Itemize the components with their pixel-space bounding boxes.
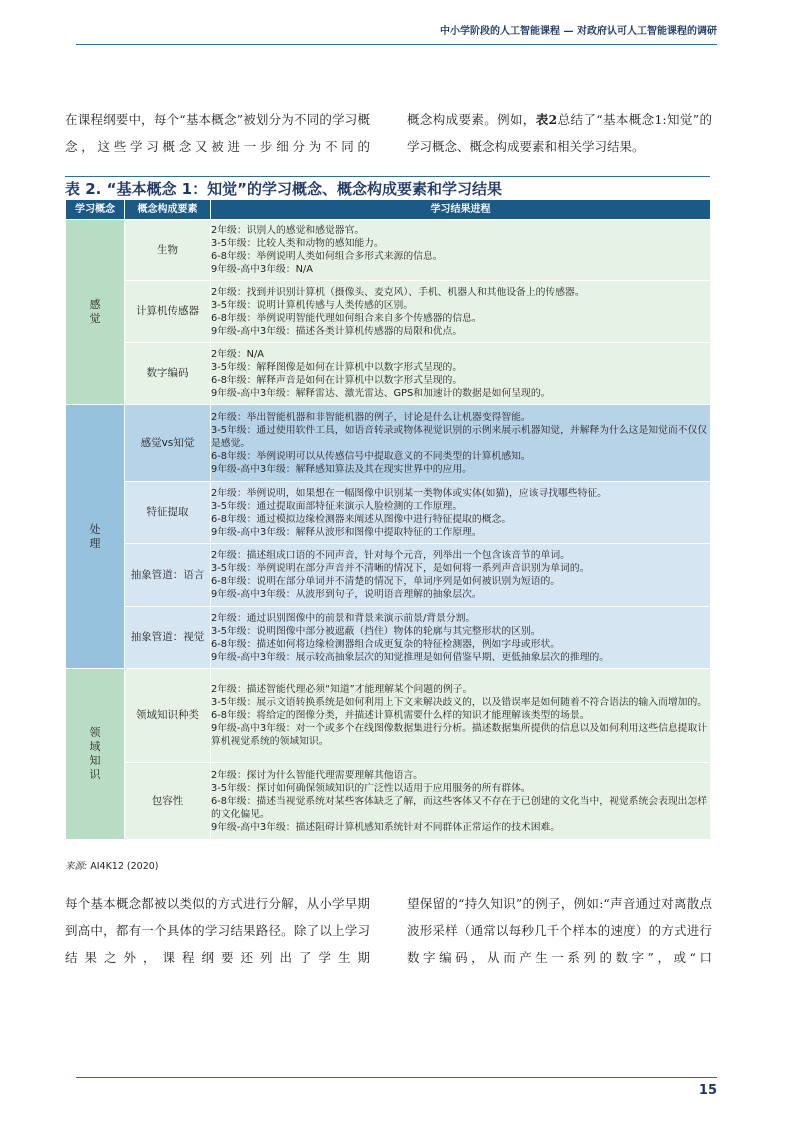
outcome-line: 2年级：N/A bbox=[211, 348, 264, 360]
outcome-line: 2年级：描述组成口语的不同声音，针对每个元音，列举出一个包含该音节的单词。 bbox=[211, 550, 570, 561]
outcome-line: 2年级：举例说明，如果想在一幅图像中识别某一类物体或实体(如猫)，应该寻找哪些特征。 bbox=[211, 487, 607, 499]
concept-label: 领域知识 bbox=[89, 726, 101, 781]
outcomes-cell bbox=[211, 405, 711, 482]
table-top-rule bbox=[65, 176, 710, 177]
outcomes-cell bbox=[211, 220, 711, 281]
concept-cell-processing bbox=[66, 405, 125, 669]
outro-right-paragraph: 望保留的“持久知识”的例子，例如:“声音通过对离散点波形采样（通常以每秒几千个样本的速度）的方式进行数字编码，从而产生一系列的数字”，或“口 bbox=[407, 896, 712, 965]
outcome-line: 2年级：找到并识别计算机（摄像头、麦克风）、手机、机器人和其他设备上的传感器。 bbox=[211, 286, 585, 298]
outcome-line: 3-5年级：展示文语转换系统是如何利用上下文来解决歧义的，以及错误率是如何随着不符合语法的输入而增加的。 bbox=[211, 697, 708, 708]
outcome-line: 9年级-高中3年级：描述阻碍计算机感知系统针对不同群体正常运作的技术困难。 bbox=[211, 821, 561, 833]
intro-right-paragraph bbox=[407, 106, 712, 160]
outcome-line: 6-8年级：举例说明智能代理如何组合来自多个传感器的信息。 bbox=[211, 312, 482, 324]
outcomes-cell bbox=[211, 763, 711, 840]
outcomes-cell bbox=[211, 669, 711, 763]
outcome-line: 9年级-高中3年级：N/A bbox=[211, 264, 313, 275]
table-source bbox=[65, 858, 159, 872]
source-value: AI4K12 (2020) bbox=[87, 861, 159, 872]
header-concept: 学习概念 bbox=[66, 200, 125, 220]
outcome-line: 6-8年级：将给定的图像分类，并描述计算机需要什么样的知识才能理解该类型的场景。 bbox=[211, 710, 590, 721]
outcome-line: 3-5年级：说明计算机传感与人类传感的区别。 bbox=[211, 299, 414, 311]
outcome-line: 9年级-高中3年级：对一个或多个在线图像数据集进行分析。描述数据集所提供的信息以及如何利用这些信息提取计算机视觉系统的领域知识。 bbox=[211, 723, 708, 747]
concept-cell-domain-knowledge bbox=[66, 669, 125, 840]
element-cell: 抽象管道：语言 bbox=[125, 544, 211, 607]
table-reference: 表2 bbox=[535, 112, 558, 127]
outcomes-cell bbox=[211, 343, 711, 405]
outcome-line: 9年级-高中3年级：解释雷达、激光雷达、GPS和加速计的数据是如何呈现的。 bbox=[211, 387, 551, 399]
table-header-row bbox=[66, 200, 711, 220]
element-cell: 计算机传感器 bbox=[125, 281, 211, 343]
outcome-line: 9年级-高中3年级：解释从波形和图像中提取特征的工作原理。 bbox=[211, 526, 482, 538]
table-row bbox=[66, 343, 711, 405]
element-cell: 感觉vs知觉 bbox=[125, 405, 211, 482]
outcome-line: 3-5年级：解释图像是如何在计算机中以数字形式呈现的。 bbox=[211, 361, 463, 373]
table-row bbox=[66, 281, 711, 343]
table-row bbox=[66, 482, 711, 544]
outcome-line: 6-8年级：说明在部分单词并不清楚的情况下，单词序列是如何被识别为短语的。 bbox=[211, 576, 561, 587]
outcome-line: 3-5年级：通过使用软件工具，如语音转录或物体视觉识别的示例来展示机器知觉，并解释为什么这是知觉而不仅仅是感觉。 bbox=[211, 424, 708, 449]
outcome-line: 3-5年级：通过提取面部特征来演示人脸检测的工作原理。 bbox=[211, 500, 463, 512]
element-cell: 生物 bbox=[125, 220, 211, 281]
outcome-line: 9年级-高中3年级：从波形到句子，说明语音理解的抽象层次。 bbox=[211, 589, 482, 600]
outro-left-paragraph: 每个基本概念都被以类似的方式进行分解，从小学早期到高中，都有一个具体的学习结果路径。除了以上学习结果之外，课程纲要还列出了学生期 bbox=[65, 896, 370, 965]
intro-left-paragraph: 在课程纲要中，每个“基本概念”被划分为不同的学习概念，这些学习概念又被进一步细分为不同的 bbox=[65, 112, 370, 154]
header-outcomes: 学习结果进程 bbox=[211, 200, 711, 220]
outcome-line: 9年级-高中3年级：解释感知算法及其在现实世界中的应用。 bbox=[211, 463, 472, 475]
table-row bbox=[66, 544, 711, 607]
table-row bbox=[66, 669, 711, 763]
outcome-line: 3-5年级：比较人类和动物的感知能力。 bbox=[211, 238, 384, 249]
outcome-line: 9年级-高中3年级：展示较高抽象层次的知觉推理是如何借鉴早期、更低抽象层次的推理的。 bbox=[211, 651, 610, 663]
header-element: 概念构成要素 bbox=[125, 200, 211, 220]
table-row bbox=[66, 607, 711, 669]
outcome-line: 9年级-高中3年级：描述各类计算机传感器的局限和优点。 bbox=[211, 325, 463, 337]
outcomes-cell bbox=[211, 281, 711, 343]
table-row bbox=[66, 763, 711, 840]
outcome-line: 2年级：探讨为什么智能代理需要理解其他语言。 bbox=[211, 769, 423, 781]
outcome-line: 6-8年级：举例说明可以从传感信号中提取意义的不同类型的计算机感知。 bbox=[211, 450, 531, 462]
outcome-line: 3-5年级：探讨如何确保领域知识的广泛性以适用于应用服务的所有群体。 bbox=[211, 782, 531, 794]
concept-label: 感觉 bbox=[89, 298, 101, 325]
outcome-line: 2年级：通过识别图像中的前景和背景来演示前景/背景分割。 bbox=[211, 612, 476, 624]
table-title: 表 2. “基本概念 1：知觉”的学习概念、概念构成要素和学习结果 bbox=[65, 180, 502, 198]
outcome-line: 6-8年级：描述如何将边缘检测器组合成更复杂的特征检测器，例如字母或形状。 bbox=[211, 638, 561, 650]
element-cell: 抽象管道：视觉 bbox=[125, 607, 211, 669]
outcome-line: 2年级：识别人的感觉和感觉器官。 bbox=[211, 225, 365, 236]
concept-label: 处理 bbox=[89, 522, 101, 550]
table-row bbox=[66, 220, 711, 281]
outcome-line: 3-5年级：举例说明在部分声音并不清晰的情况下，是如何将一系列声音识别为单词的。 bbox=[211, 563, 590, 574]
outcome-line: 6-8年级：通过模拟边缘检测器来阐述从图像中进行特征提取的概念。 bbox=[211, 513, 512, 525]
footer-rule bbox=[76, 1077, 717, 1078]
page-number: 15 bbox=[698, 1083, 717, 1098]
outcomes-cell bbox=[211, 607, 711, 669]
element-cell: 数字编码 bbox=[125, 343, 211, 405]
outcome-line: 2年级：描述智能代理必须“知道”才能理解某个问题的例子。 bbox=[211, 684, 473, 695]
intro-right-text-1: 概念构成要素。例如， bbox=[407, 112, 536, 127]
concept-cell-sensing bbox=[66, 220, 125, 405]
outcome-line: 6-8年级：解释声音是如何在计算机中以数字形式呈现的。 bbox=[211, 374, 463, 386]
learning-outcomes-table bbox=[65, 199, 711, 840]
header-rule bbox=[76, 44, 717, 45]
outcome-line: 6-8年级：举例说明人类如何组合多形式来源的信息。 bbox=[211, 251, 443, 262]
outcomes-cell bbox=[211, 482, 711, 544]
running-header: 中小学阶段的人工智能课程 — 对政府认可人工智能课程的调研 bbox=[440, 26, 717, 37]
element-cell: 领域知识种类 bbox=[125, 669, 211, 763]
source-label: 来源: bbox=[65, 861, 88, 872]
outcome-line: 2年级：举出智能机器和非智能机器的例子，讨论是什么让机器变得智能。 bbox=[211, 411, 531, 423]
outcome-line: 3-5年级：说明图像中部分被遮蔽（挡住）物体的轮廓与其完整形状的区别。 bbox=[211, 625, 541, 637]
intro-right-text-2: 总结了“基本概念1:知觉”的学习概念、概念构成要素和相关学习结果。 bbox=[407, 112, 712, 154]
element-cell: 特征提取 bbox=[125, 482, 211, 544]
outcomes-cell bbox=[211, 544, 711, 607]
outcome-line: 6-8年级：描述当视觉系统对某些客体缺乏了解，而这些客体又不存在于已创建的文化当中，视觉系统会表现出怎样的文化偏见。 bbox=[211, 795, 708, 820]
table-row bbox=[66, 405, 711, 482]
element-cell: 包容性 bbox=[125, 763, 211, 840]
